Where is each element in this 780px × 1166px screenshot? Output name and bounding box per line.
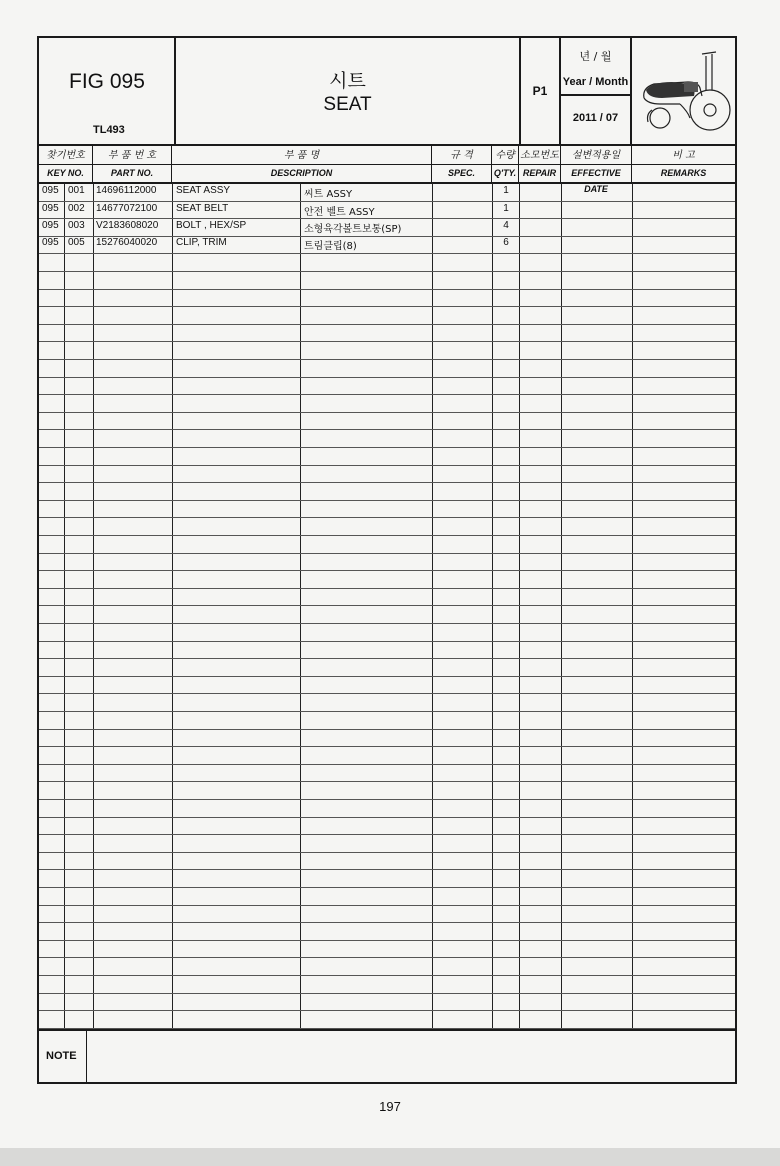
grid-row-line (39, 236, 735, 237)
description-english: SEAT BELT (176, 203, 229, 214)
year-month-english: Year / Month (562, 76, 629, 88)
description-korean: 트림클립(8) (304, 241, 357, 252)
parts-table-frame (37, 36, 737, 1084)
column-header-spec (432, 146, 492, 182)
description-korean: 소형육각볼트보통(SP) (304, 224, 402, 235)
grid-line (492, 183, 493, 1029)
year-month-box (561, 38, 632, 144)
grid-row-line (39, 271, 735, 272)
grid-row-line (39, 693, 735, 694)
grid-row-line (39, 201, 735, 202)
figure-box (39, 38, 176, 144)
grid-row-line (39, 218, 735, 219)
grid-row-line (39, 658, 735, 659)
grid-row-line (39, 482, 735, 483)
parts-grid (39, 183, 735, 1029)
description-korean: 안전 벨트 ASSY (304, 207, 375, 218)
key-no-prefix: 095 (42, 203, 59, 214)
column-header-english: KEY NO. (47, 168, 84, 178)
column-header-qty (492, 146, 519, 182)
description-english: CLIP, TRIM (176, 237, 227, 248)
key-no-suffix: 002 (68, 203, 85, 214)
column-header-korean: 수량 (492, 148, 518, 165)
page-code: P1 (532, 84, 548, 98)
grid-row-line (39, 605, 735, 606)
grid-row-line (39, 746, 735, 747)
quantity: 1 (503, 203, 509, 214)
illustration-box (632, 38, 735, 144)
grid-row-line (39, 289, 735, 290)
title-box (176, 38, 521, 144)
key-no-prefix: 095 (42, 237, 59, 248)
column-header-korean: 부 품 번 호 (93, 148, 171, 165)
column-header-english: DESCRIPTION (270, 168, 333, 178)
model-code: TL493 (93, 124, 125, 136)
part-no: 14696112000 (96, 185, 157, 196)
grid-line (561, 183, 562, 1029)
column-header-korean: 부 품 명 (172, 148, 431, 165)
grid-line (93, 183, 94, 1029)
grid-row-line (39, 940, 735, 941)
key-no-prefix: 095 (42, 185, 59, 196)
grid-row-line (39, 535, 735, 536)
grid-line (432, 183, 433, 1029)
column-header-korean: 찾기번호 (39, 148, 92, 165)
column-header-effective-date (561, 146, 632, 194)
divider (86, 1029, 87, 1082)
grid-row-line (39, 570, 735, 571)
scan-edge (0, 1148, 780, 1166)
column-header-key-no (39, 146, 93, 182)
grid-row-line (39, 412, 735, 413)
grid-line (64, 183, 65, 1029)
grid-row-line (39, 957, 735, 958)
grid-row-line (39, 447, 735, 448)
note-label: NOTE (46, 1050, 77, 1062)
grid-row-line (39, 641, 735, 642)
part-no: V2183608020 (96, 220, 159, 231)
grid-row-line (39, 306, 735, 307)
grid-row-line (39, 465, 735, 466)
divider (39, 1029, 735, 1031)
key-no-suffix: 005 (68, 237, 85, 248)
grid-row-line (39, 588, 735, 589)
grid-row-line (39, 817, 735, 818)
column-header-remarks (632, 146, 735, 182)
quantity: 6 (503, 237, 509, 248)
grid-line (519, 183, 520, 1029)
grid-row-line (39, 834, 735, 835)
grid-row-line (39, 781, 735, 782)
grid-row-line (39, 429, 735, 430)
grid-row-line (39, 887, 735, 888)
grid-row-line (39, 975, 735, 976)
grid-line (632, 183, 633, 1029)
grid-row-line (39, 377, 735, 378)
column-header-korean: 비 고 (632, 148, 735, 165)
column-header-english: REPAIR (522, 168, 557, 178)
grid-row-line (39, 341, 735, 342)
grid-row-line (39, 764, 735, 765)
title-english: SEAT (323, 94, 372, 115)
figure-number: FIG 095 (69, 70, 145, 93)
column-header-english: SPEC. (447, 168, 475, 178)
grid-row-line (39, 500, 735, 501)
grid-row-line (39, 394, 735, 395)
grid-row-line (39, 993, 735, 994)
column-header-korean: 설변적용일 (561, 148, 631, 165)
column-header-korean: 소모번도 (519, 148, 560, 165)
year-month-value: 2011 / 07 (572, 112, 619, 124)
key-no-suffix: 003 (68, 220, 85, 231)
grid-row-line (39, 517, 735, 518)
grid-row-line (39, 799, 735, 800)
grid-row-line (39, 623, 735, 624)
grid-line (300, 183, 301, 1029)
key-no-suffix: 001 (68, 185, 85, 196)
title-korean: 시트 (329, 70, 366, 92)
page-box (521, 38, 561, 144)
grid-row-line (39, 676, 735, 677)
grid-row-line (39, 324, 735, 325)
column-header-english: PART NO. (110, 168, 154, 178)
grid-row-line (39, 253, 735, 254)
year-month-korean: 년 / 월 (579, 50, 612, 63)
grid-row-line (39, 553, 735, 554)
part-no: 15276040020 (96, 237, 158, 248)
grid-row-line (39, 711, 735, 712)
quantity: 4 (503, 220, 509, 231)
column-header-english: Q'TY. (493, 168, 517, 178)
grid-row-line (39, 1010, 735, 1011)
grid-row-line (39, 729, 735, 730)
column-header-description (172, 146, 432, 182)
key-no-prefix: 095 (42, 220, 59, 231)
column-header-part-no (93, 146, 172, 182)
divider (561, 94, 630, 96)
part-no: 14677072100 (96, 203, 158, 214)
grid-row-line (39, 359, 735, 360)
grid-row-line (39, 905, 735, 906)
description-english: BOLT , HEX/SP (176, 220, 247, 231)
grid-row-line (39, 852, 735, 853)
column-header-english: EFFECTIVE DATE (571, 168, 621, 194)
column-header-repair (519, 146, 561, 182)
description-korean: 씨트 ASSY (304, 189, 353, 200)
column-header-english: REMARKS (660, 168, 707, 178)
grid-row-line (39, 922, 735, 923)
grid-line (172, 183, 173, 1029)
page-number: 197 (379, 1099, 401, 1114)
quantity: 1 (503, 185, 509, 196)
tractor-icon (632, 38, 735, 144)
grid-row-line (39, 869, 735, 870)
description-english: SEAT ASSY (176, 185, 231, 196)
column-header-korean: 규 격 (432, 148, 491, 165)
